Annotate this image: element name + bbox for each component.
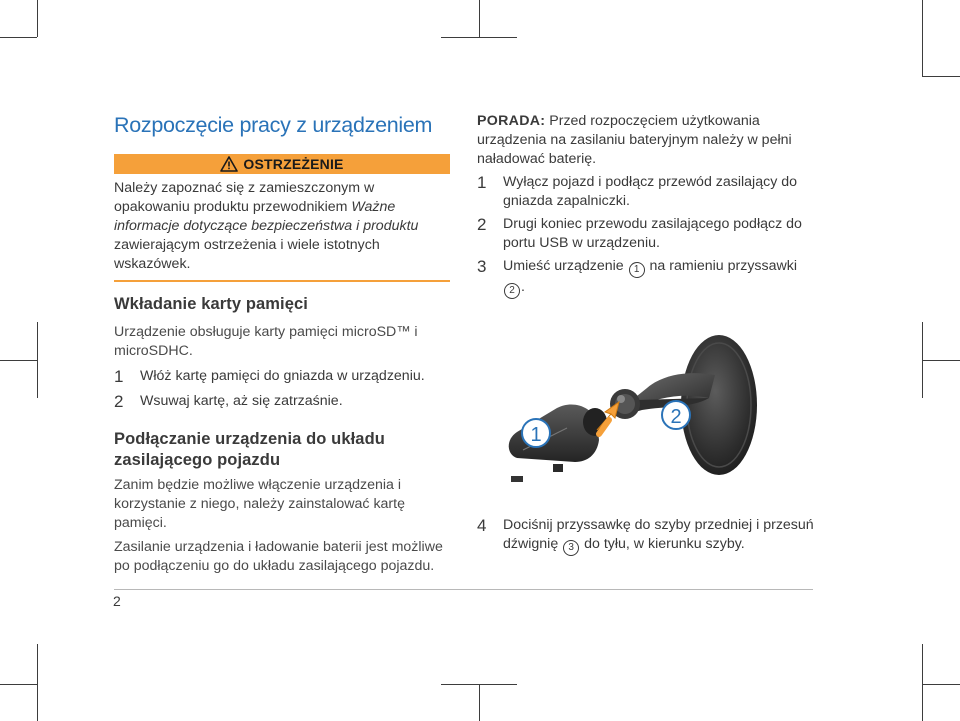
tip-text <box>477 112 817 169</box>
step-text: Drugi koniec przewodu zasilającego podłącz do portu USB w urządzeniu. <box>503 216 802 251</box>
callout-marker: 1 <box>629 262 645 278</box>
step-number: 1 <box>114 367 124 386</box>
list-item <box>477 516 817 556</box>
crop-mark <box>0 684 37 685</box>
memory-card-text: Urządzenie obsługuje karty pamięci microSD™ i microSDHC. <box>114 324 418 359</box>
list-item <box>477 215 817 253</box>
step-text-part: Umieść urządzenie <box>503 258 628 274</box>
crop-mark <box>37 322 38 398</box>
step-text: Wyłącz pojazd i podłącz przewód zasilający do gniazda zapalniczki. <box>503 174 798 209</box>
warning-rule <box>114 280 450 282</box>
warning-header <box>114 154 450 174</box>
step-text: Włóż kartę pamięci do gniazda w urządzeniu. <box>140 368 425 384</box>
step-text-part: na ramieniu przyssawki <box>645 258 797 274</box>
step-text-part: do tyłu, w kierunku szyby. <box>580 536 745 552</box>
power-heading: Podłączanie urządzenia do układu zasilającego pojazdu <box>114 430 385 469</box>
step-text: Wsuwaj kartę, aż się zatrzaśnie. <box>140 393 343 409</box>
warning-label: OSTRZEŻENIE <box>243 156 344 172</box>
crop-mark <box>37 644 38 721</box>
list-item <box>114 367 450 386</box>
crop-mark <box>37 0 38 37</box>
callout-marker: 2 <box>504 283 520 299</box>
step-number: 2 <box>114 392 124 411</box>
list-item <box>477 257 817 299</box>
step-number: 1 <box>477 173 487 192</box>
step-text <box>503 257 817 299</box>
memory-card-heading: Wkładanie karty pamięci <box>114 295 308 313</box>
callout-1: 1 <box>521 418 551 448</box>
step-text <box>503 516 817 556</box>
step-number: 4 <box>477 516 487 535</box>
list-item <box>477 173 817 211</box>
warning-doc-title: Ważne informacje dotyczące bezpieczeństwa i produktu <box>114 199 419 234</box>
suction-mount-illustration <box>497 300 757 505</box>
warning-text-part: zawierającym ostrzeżenia i wiele istotnych wskazówek. <box>114 237 380 272</box>
crop-mark <box>922 684 960 685</box>
crop-mark <box>479 0 480 37</box>
crop-mark <box>922 644 923 721</box>
power-paragraph: Zasilanie urządzenia i ładowanie baterii jest możliwe po podłączeniu go do układu zasilającego pojazdu. <box>114 539 443 574</box>
warning-triangle-icon <box>220 156 238 172</box>
callout-marker: 3 <box>563 540 579 556</box>
list-item <box>114 392 450 411</box>
crop-mark <box>922 360 960 361</box>
step-text-part: Dociśnij przyssawkę do szyby przedniej i przesuń dźwignię <box>503 517 814 552</box>
step-number: 3 <box>477 257 487 276</box>
crop-mark <box>922 76 960 77</box>
crop-mark <box>441 37 517 38</box>
crop-mark <box>922 0 923 76</box>
mount-drawing <box>497 300 757 505</box>
callout-2: 2 <box>661 400 691 430</box>
crop-mark <box>0 37 37 38</box>
crop-mark <box>441 684 517 685</box>
page-title: Rozpoczęcie pracy z urządzeniem <box>114 113 433 137</box>
tip-label: PORADA: <box>477 113 546 129</box>
step-number: 2 <box>477 215 487 234</box>
right-column <box>477 112 817 299</box>
warning-text-part: Należy zapoznać się z zamieszczonym w opakowaniu produktu przewodnikiem <box>114 180 375 215</box>
step-text-part: . <box>521 279 525 295</box>
page-number: 2 <box>113 593 121 609</box>
footer-rule <box>114 589 813 590</box>
power-paragraph: Zanim będzie możliwe włączenie urządzenia i korzystanie z niego, należy zainstalować kartę pamięci. <box>114 477 405 531</box>
tip-body: Przed rozpoczęciem użytkowania urządzenia na zasilaniu bateryjnym należy w pełni naładować baterię. <box>477 113 792 167</box>
left-column <box>114 110 450 576</box>
crop-mark <box>0 360 37 361</box>
warning-text <box>114 179 450 274</box>
crop-mark <box>479 684 480 721</box>
